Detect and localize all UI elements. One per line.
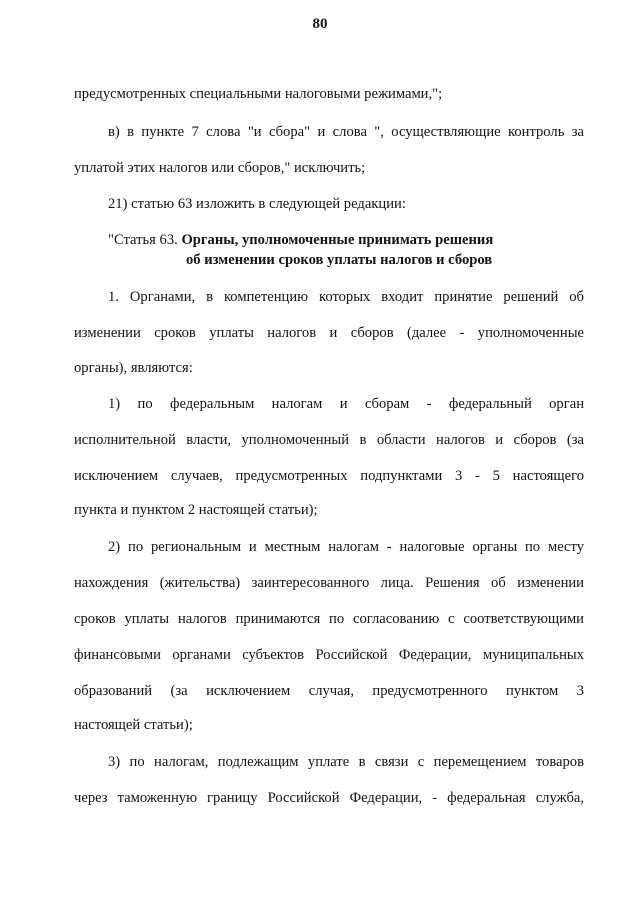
- text-line: нахождения (жительства) заинтересованного лица. Решения об изменении: [74, 575, 584, 591]
- article-title-line-2: об изменении сроков уплаты налогов и сборов: [186, 252, 493, 268]
- text-line: 2) по региональным и местным налогам - налоговые органы по месту: [108, 539, 584, 555]
- text-line: уплатой этих налогов или сборов," исключить;: [74, 160, 366, 176]
- text-line: финансовыми органами субъектов Российской Федерации, муниципальных: [74, 647, 584, 663]
- text-line: образований (за исключением случая, предусмотренного пунктом 3: [74, 683, 584, 699]
- text-line: пункта и пунктом 2 настоящей статьи);: [74, 502, 318, 518]
- text-line: 3) по налогам, подлежащим уплате в связи с перемещением товаров: [108, 754, 584, 770]
- article-title-prefix: "Статья 63.: [108, 232, 182, 248]
- text-line: сроков уплаты налогов принимаются по согласованию с соответствующими: [74, 611, 584, 627]
- text-line: настоящей статьи);: [74, 717, 193, 733]
- page-number: 80: [312, 16, 328, 32]
- text-line: 1. Органами, в компетенцию которых входит принятие решений об: [108, 289, 584, 305]
- text-line: органы), являются:: [74, 360, 193, 376]
- text-line: исполнительной власти, уполномоченный в области налогов и сборов (за: [74, 432, 584, 448]
- text-line: предусмотренных специальными налоговыми режимами,";: [74, 86, 443, 102]
- text-line: 1) по федеральным налогам и сборам - федеральный орган: [108, 396, 584, 412]
- article-title-text-1: Органы, уполномоченные принимать решения: [181, 232, 494, 248]
- text-line: через таможенную границу Российской Федерации, - федеральная служба,: [74, 790, 584, 806]
- text-line: изменении сроков уплаты налогов и сборов (далее - уполномоченные: [74, 325, 584, 341]
- text-line: в) в пункте 7 слова "и сбора" и слова ", осуществляющие контроль за: [108, 124, 584, 140]
- text-line: 21) статью 63 изложить в следующей редакции:: [108, 196, 406, 212]
- article-title-line-1: [108, 230, 493, 250]
- text-line: исключением случаев, предусмотренных подпунктами 3 - 5 настоящего: [74, 468, 584, 484]
